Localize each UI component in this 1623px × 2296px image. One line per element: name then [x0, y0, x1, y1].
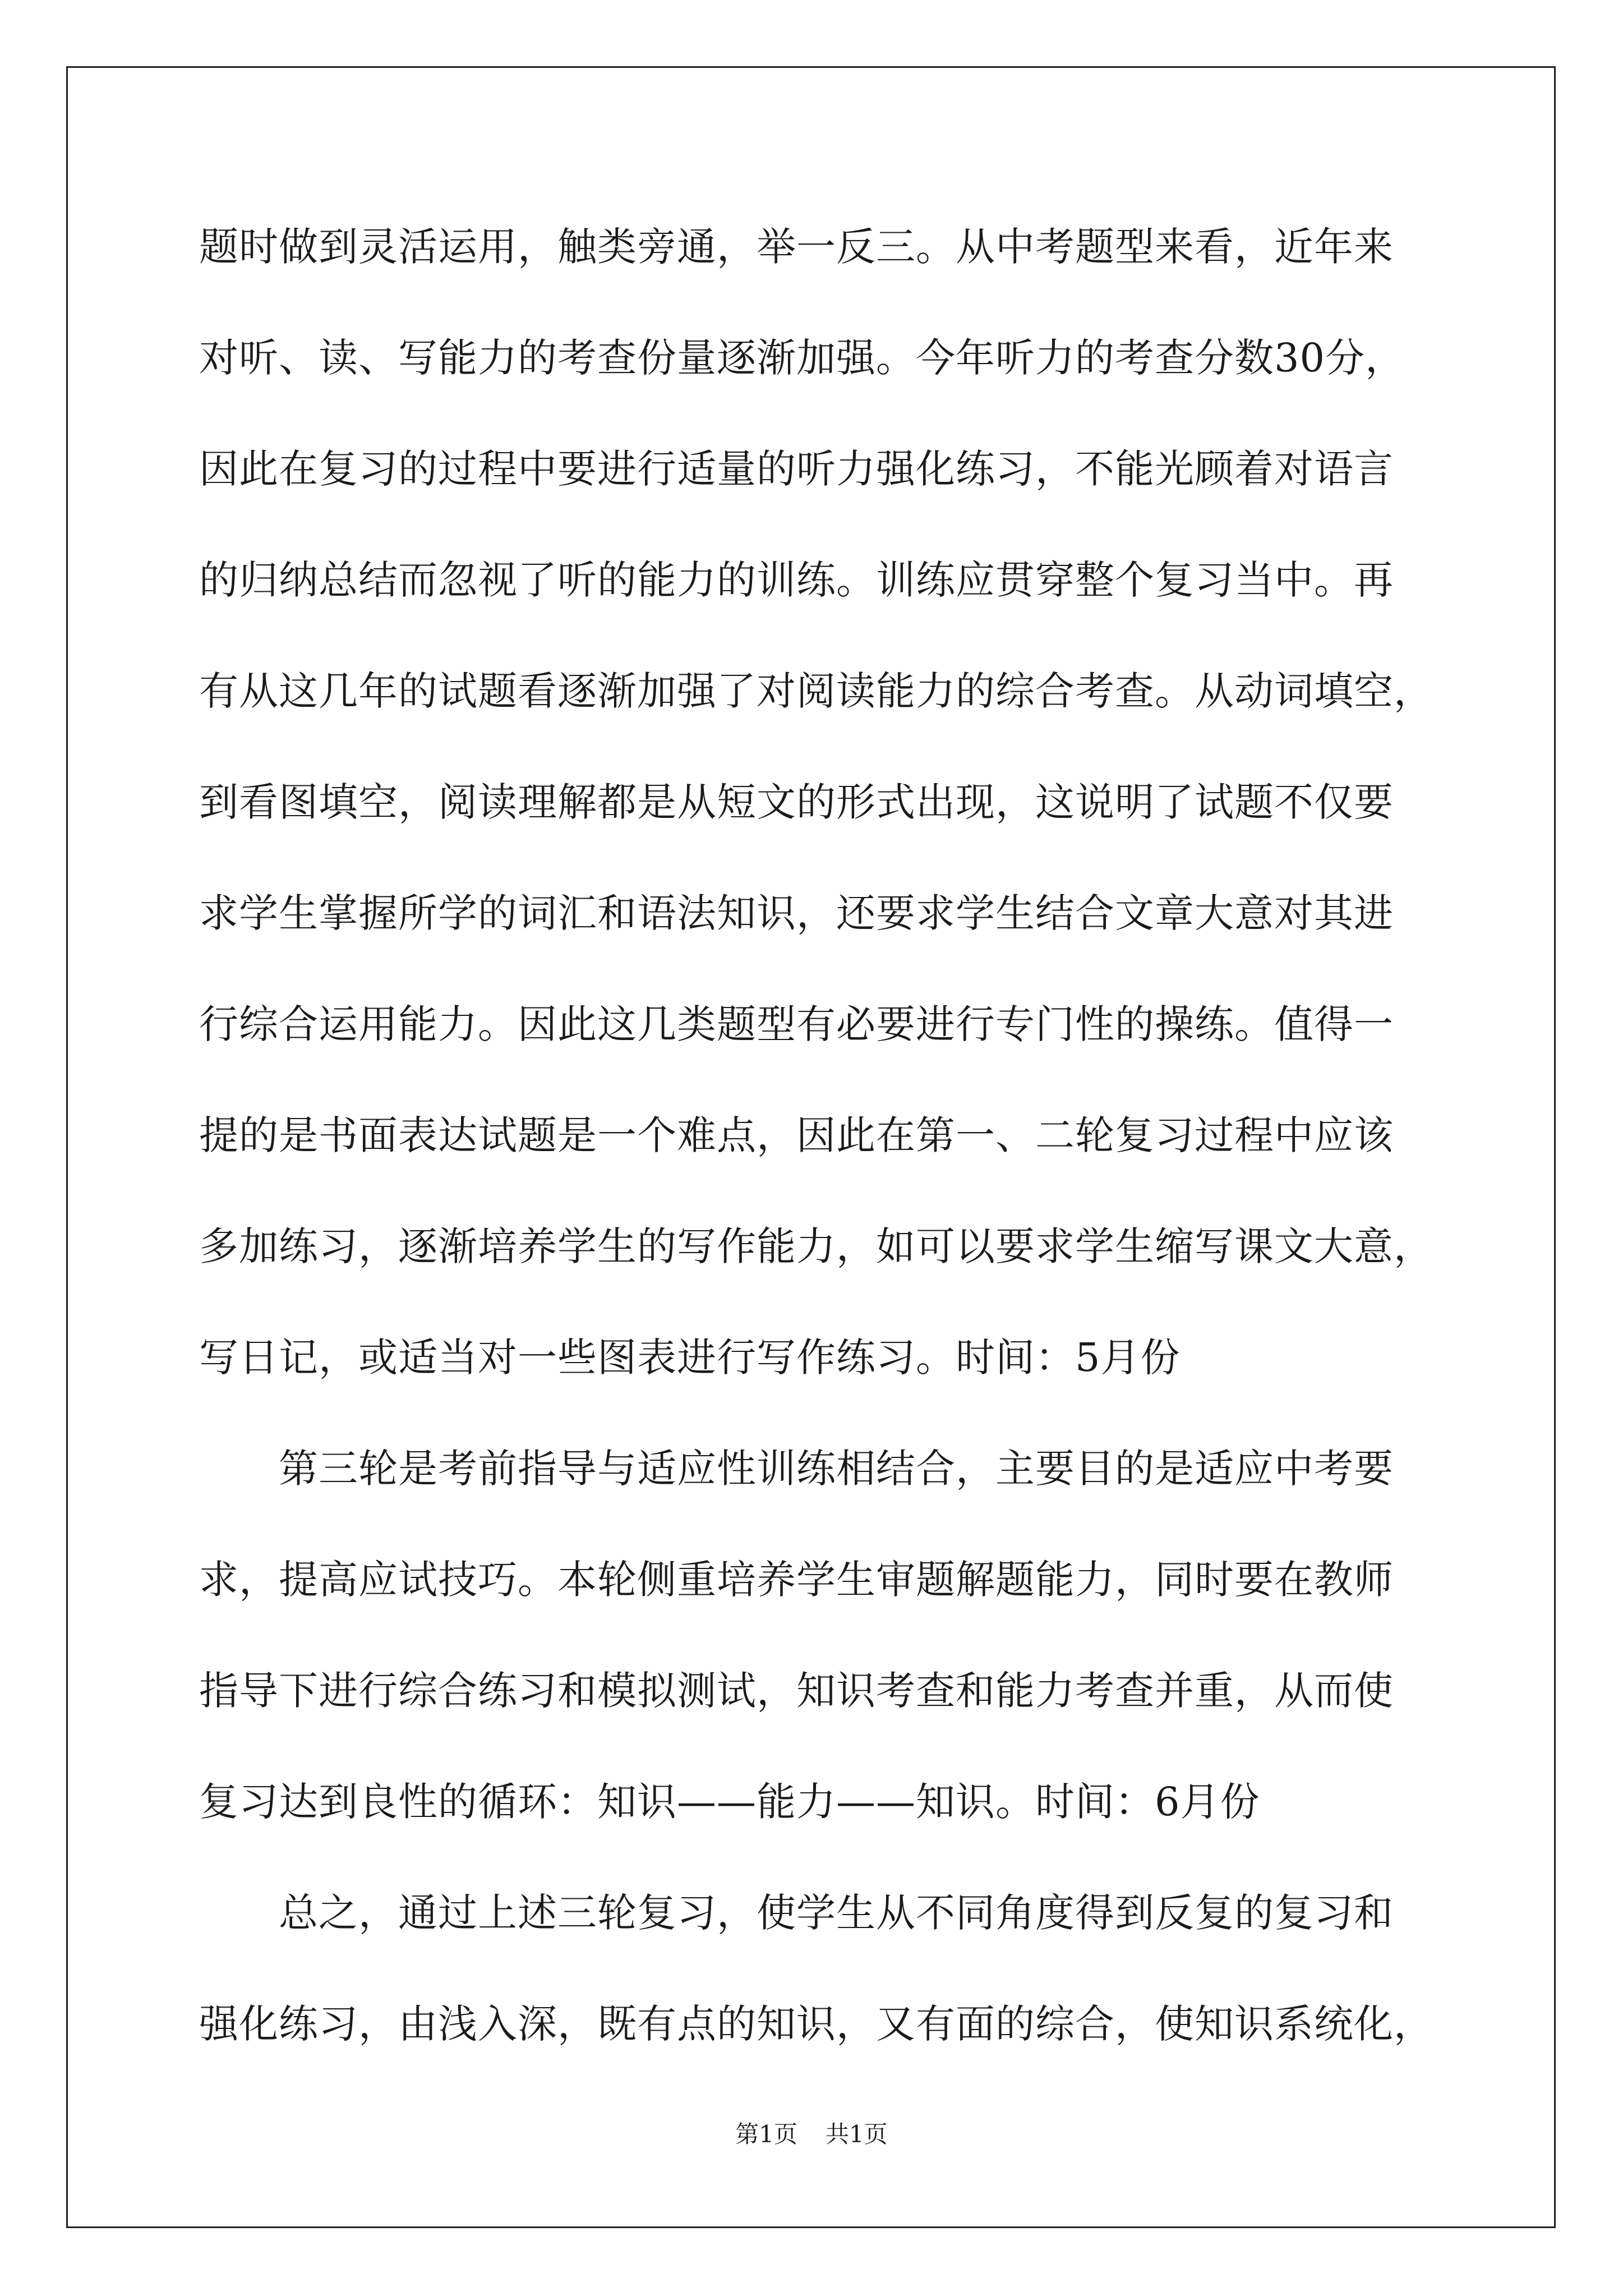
- text-line: 的归纳总结而忽视了听的能力的训练。训练应贯穿整个复习当中。再: [199, 557, 1394, 603]
- text-line: 题时做到灵活运用，触类旁通，举一反三。从中考题型来看，近年来: [199, 224, 1394, 270]
- text-line: 第三轮是考前指导与适应性训练相结合，主要目的是适应中考要: [199, 1446, 1394, 1492]
- text-line: 强化练习，由浅入深，既有点的知识，又有面的综合，使知识系统化，: [199, 2001, 1433, 2047]
- page-footer: [0, 2116, 1623, 2150]
- page-number: 第1页: [735, 2120, 797, 2148]
- text-line: 总之，通过上述三轮复习，使学生从不同角度得到反复的复习和: [199, 1890, 1394, 1936]
- text-line: 指导下进行综合练习和模拟测试，知识考查和能力考查并重，从而使: [199, 1668, 1394, 1714]
- text-line: 求学生掌握所学的词汇和语法知识，还要求学生结合文章大意对其进: [199, 890, 1394, 936]
- text-line: 复习达到良性的循环：知识——能力——知识。时间：6月份: [199, 1779, 1260, 1825]
- text-line: 行综合运用能力。因此这几类题型有必要进行专门性的操练。值得一: [199, 1001, 1394, 1047]
- text-line: 提的是书面表达试题是一个难点，因此在第一、二轮复习过程中应该: [199, 1112, 1394, 1158]
- text-line: 到看图填空，阅读理解都是从短文的形式出现，这说明了试题不仅要: [199, 779, 1394, 825]
- text-line: 写日记，或适当对一些图表进行写作练习。时间：5月份: [199, 1335, 1181, 1381]
- text-line: 多加练习，逐渐培养学生的写作能力，如可以要求学生缩写课文大意，: [199, 1223, 1433, 1269]
- text-line: 有从这几年的试题看逐渐加强了对阅读能力的综合考查。从动词填空，: [199, 668, 1433, 714]
- text-line: 求，提高应试技巧。本轮侧重培养学生审题解题能力，同时要在教师: [199, 1557, 1394, 1603]
- page-total: 共1页: [826, 2120, 888, 2148]
- text-line: 对听、读、写能力的考查份量逐渐加强。今年听力的考查分数30分，: [199, 335, 1405, 381]
- text-line: 因此在复习的过程中要进行适量的听力强化练习，不能光顾着对语言: [199, 446, 1394, 492]
